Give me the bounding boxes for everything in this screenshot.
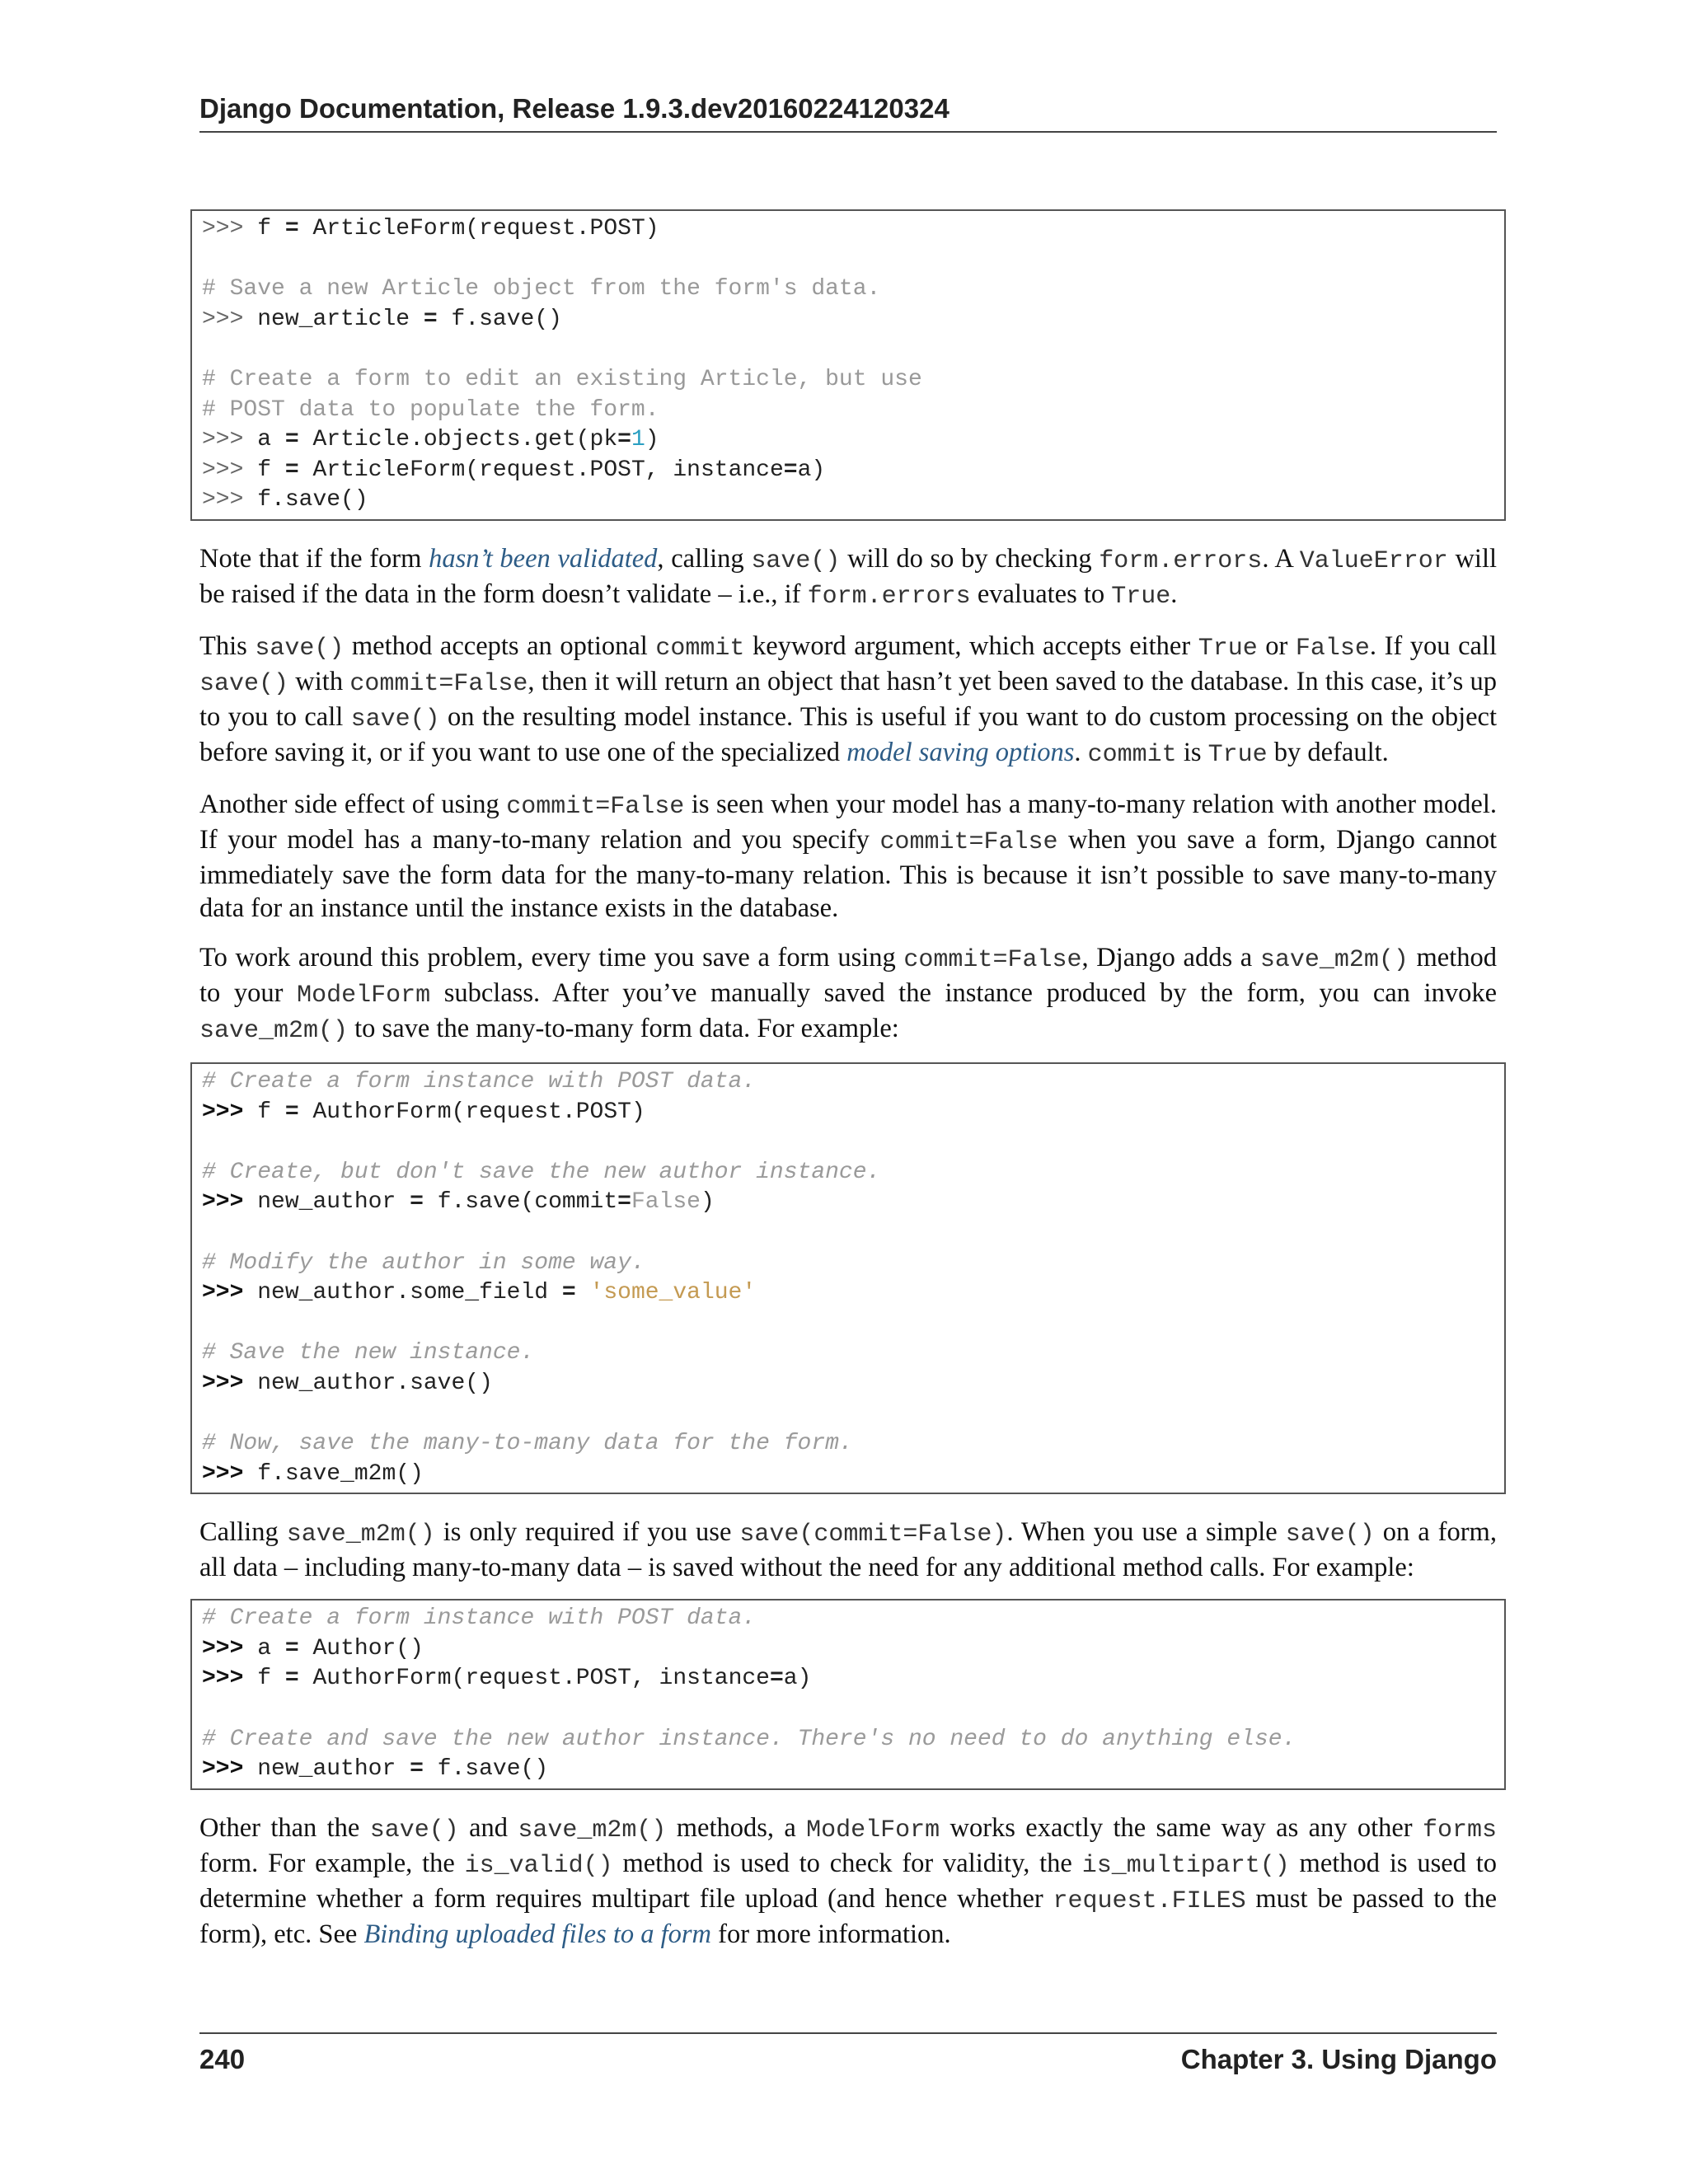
code-line: >>> new_article = f.save() [202, 306, 562, 332]
code-comment: # Create a form to edit an existing Article, but use [202, 366, 922, 392]
code-line: >>> new_author.some_field = 'some_value' [202, 1280, 757, 1306]
code-block-simple-save [190, 1599, 1506, 1790]
code-comment: # Save the new instance. [202, 1340, 535, 1366]
page-footer [199, 2032, 1497, 2075]
code-comment: # Create, but don't save the new author instance. [202, 1159, 881, 1185]
code-comment: # Create and save the new author instance. There's no need to do anything else. [202, 1726, 1296, 1752]
code-comment: # Now, save the many-to-many data for the form. [202, 1431, 853, 1457]
code-line: >>> f.save_m2m() [202, 1460, 424, 1487]
link-hasnt-been-validated[interactable]: hasn’t been validated [429, 543, 658, 574]
code-line: >>> a = Author() [202, 1635, 424, 1661]
code-block-article-form [190, 209, 1506, 521]
code-comment: # Create a form instance with POST data. [202, 1068, 757, 1094]
code-comment: # Create a form instance with POST data. [202, 1605, 757, 1632]
code-line: >>> f = ArticleForm(request.POST) [202, 216, 659, 241]
page-content [190, 209, 1506, 1951]
link-binding-uploaded-files[interactable]: Binding uploaded files to a form [363, 1919, 712, 1949]
paragraph-simple-save: Calling save_m2m() is only required if you use save(commit=False). When you use a simple save() on a form, all data – including many-to-many data – is saved without the need for any additional method calls. For example: [199, 1517, 1497, 1583]
chapter-title: Chapter 3. Using Django [1180, 2044, 1497, 2074]
paragraph-other-methods: Other than the save() and save_m2m() methods, a ModelForm works exactly the same way as any other forms form. For example, the is_valid() method is used to check for validity, the is_multipart() method is used to determine whether a form requires multipart file upload (and hence whether request.FILES must be passed to the form), etc. See Binding uploaded files to a form for more information. [199, 1812, 1498, 1949]
paragraph-many-to-many: Another side effect of using commit=False is seen when your model has a many-to-many relation with another model. If your model has a many-to-many relation and you specify commit=False when you save a form, Django cannot immediately save the form data for the many-to-many relation. This is because it isn’t possible to save many-to-many data for an instance until the instance exists in the database. [199, 789, 1497, 923]
code-comment: # Modify the author in some way. [202, 1249, 645, 1276]
code-line: >>> new_author.save() [202, 1370, 493, 1396]
page-header [199, 93, 1497, 133]
page-number: 240 [199, 2044, 246, 2074]
header-title: Django Documentation, Release 1.9.3.dev20160224120324 [199, 93, 950, 124]
code-line: >>> new_author = f.save(commit=False) [202, 1189, 715, 1216]
code-line: >>> new_author = f.save() [202, 1756, 549, 1783]
link-model-saving-options[interactable]: model saving options [846, 737, 1075, 767]
code-line: >>> f = ArticleForm(request.POST, instance=a) [202, 457, 826, 483]
code-line: >>> f = AuthorForm(request.POST, instance=a) [202, 1666, 812, 1692]
paragraph-save-m2m: To work around this problem, every time you save a form using commit=False, Django adds a save_m2m() method to your ModelForm subclass. After you’ve manually saved the instance produced by the form, you can invoke save_m2m() to save the many-to-many form data. For example: [199, 942, 1497, 1045]
paragraph-commit-argument: This save() method accepts an optional commit keyword argument, which accepts either True or False. If you call save() with commit=False, then it will return an object that hasn’t yet been saved to the database. In this case, it’s up to you to call save() on the resulting model instance. This is useful if you want to do custom processing on the object before saving it, or if you want to use one of the specialized model saving options. commit is True by default. [199, 630, 1498, 769]
code-block-save-m2m [190, 1062, 1506, 1494]
code-line: >>> a = Article.objects.get(pk=1) [202, 427, 659, 453]
code-comment: # POST data to populate the form. [202, 396, 659, 423]
paragraph-validation-note: Note that if the form hasn’t been validated, calling save() will do so by checking form.errors. A ValueError will be raised if the data in the form doesn’t validate – i.e., if form.errors evaluates to True. [199, 543, 1497, 611]
code-comment: # Save a new Article object from the form's data. [202, 276, 881, 302]
code-line: >>> f = AuthorForm(request.POST) [202, 1099, 645, 1125]
code-line: >>> f.save() [202, 487, 368, 513]
